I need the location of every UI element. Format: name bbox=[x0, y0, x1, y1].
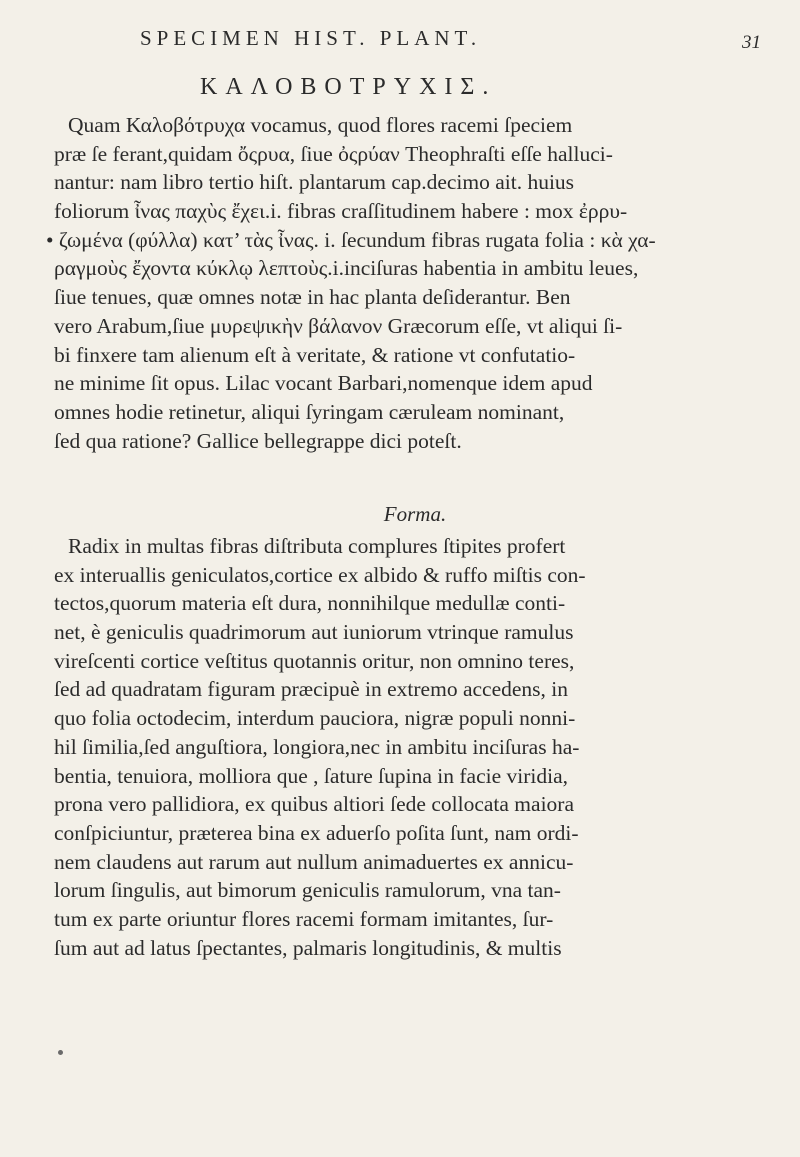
paragraph-1 bbox=[46, 111, 778, 455]
text-line: ſed ad quadratam figuram præcipuè in extremo accedens, in bbox=[54, 677, 569, 702]
text-line: lorum ſingulis, aut bimorum geniculis ramulorum, vna tan- bbox=[54, 878, 561, 903]
text-line: ſed qua ratione? Gallice bellegrappe dici poteſt. bbox=[54, 428, 462, 453]
page-number: 31 bbox=[742, 32, 761, 53]
text-line: nantur: nam libro tertio hiſt. plantarum cap.decimo ait. huius bbox=[54, 170, 575, 195]
text-line: hil ſimilia,ſed anguſtiora, longiora,nec in ambitu inciſuras ha- bbox=[54, 734, 580, 759]
text-line: ραγμοὺς ἔχοντα κύκλῳ λεπτοὺς.i.inciſuras habentia in ambitu leues, bbox=[54, 256, 639, 281]
text-line: • ζωμένα (φύλλα) κατ’ τὰς ἶνας. i. ſecundum fibras rugata folia : κὰ χα- bbox=[46, 227, 656, 252]
text-line: vero Arabum,ſiue μυρεψικὴν βάλανον Græcorum eſſe, vt aliqui ſi- bbox=[54, 313, 623, 338]
text-line: vireſcenti cortice veſtitus quotannis oritur, non omnino teres, bbox=[54, 648, 575, 673]
text-line: prona vero pallidiora, ex quibus altiori ſede collocata maiora bbox=[54, 792, 574, 817]
text-line: omnes hodie retinetur, aliqui ſyringam cæruleam nominant, bbox=[54, 399, 565, 424]
text-line: ſiue tenues, quæ omnes notæ in hac planta deſiderantur. Ben bbox=[54, 285, 571, 310]
text-line: ne minime ſit opus. Lilac vocant Barbari,nomenque idem apud bbox=[54, 371, 593, 396]
text-line: foliorum ἶνας παχὺς ἔχει.i. fibras craſſitudinem habere : mox ἐρρυ- bbox=[54, 199, 628, 224]
text-line: ſum aut ad latus ſpectantes, palmaris longitudinis, & multis bbox=[54, 935, 562, 960]
paragraph-2 bbox=[54, 532, 778, 962]
running-head: SPECIMEN HIST. PLANT. bbox=[140, 26, 482, 50]
text-line: tectos,quorum materia eſt dura, nonnihilque medullæ conti- bbox=[54, 591, 566, 616]
text-line: præ ſe ferant,quidam ὄςρυα, ſiue ὀςρύαν Theophraſti eſſe halluci- bbox=[54, 141, 613, 166]
section-title: ΚΑΛΟΒΟΤΡΥΧΙΣ. bbox=[200, 74, 497, 100]
text-line: bi finxere tam alienum eſt à veritate, & ratione vt confutatio- bbox=[54, 342, 576, 367]
text-line: bentia, tenuiora, molliora que , ſature ſupina in facie viridia, bbox=[54, 763, 569, 788]
text-line: ex interuallis geniculatos,cortice ex albido & ruffo miſtis con- bbox=[54, 562, 586, 587]
subheading-forma: Forma. bbox=[383, 502, 447, 526]
text-line: conſpiciuntur, præterea bina ex aduerſo poſita ſunt, nam ordi- bbox=[54, 820, 579, 845]
text-line: Radix in multas fibras diſtributa complures ſtipites profert bbox=[68, 534, 566, 558]
text-line: net, è geniculis quadrimorum aut iuniorum vtrinque ramulus bbox=[54, 620, 574, 645]
ink-dot bbox=[58, 1050, 63, 1055]
text-line: tum ex parte oriuntur flores racemi formam imitantes, ſur- bbox=[54, 906, 554, 931]
text-line: quo folia octodecim, interdum pauciora, nigræ populi nonni- bbox=[54, 706, 576, 731]
text-line: nem claudens aut rarum aut nullum animaduertes ex annicu- bbox=[54, 849, 574, 874]
text-line: Quam Καλοβότρυχα vocamus, quod flores racemi ſpeciem bbox=[68, 113, 573, 137]
